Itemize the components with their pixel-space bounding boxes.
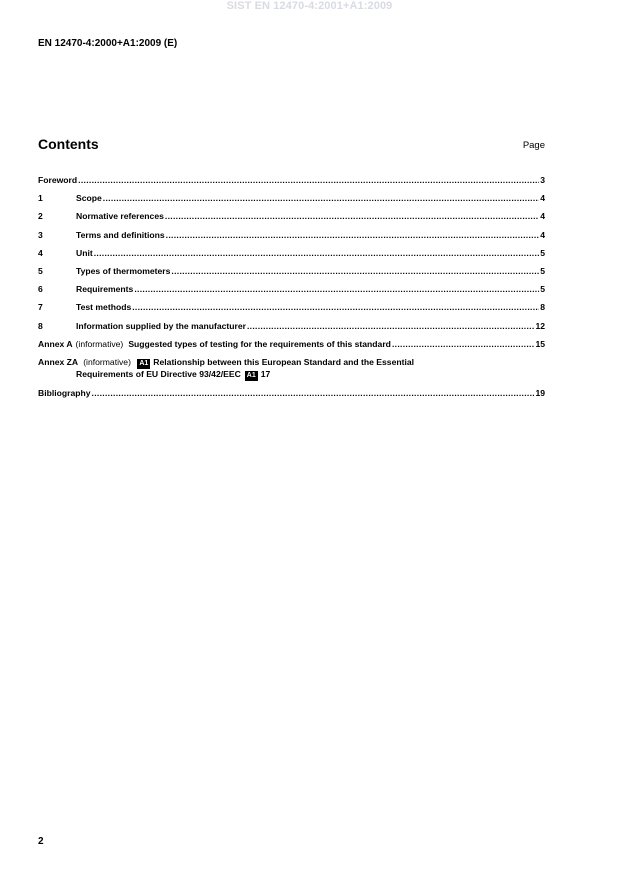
toc-entry-page: 3 bbox=[540, 175, 545, 185]
dot-leader bbox=[132, 302, 539, 313]
annex-label: Annex A bbox=[38, 338, 73, 349]
toc-entry-number: 5 bbox=[38, 265, 43, 276]
toc-entry-scope[interactable] bbox=[38, 193, 545, 204]
toc-entry-page: 12 bbox=[535, 320, 545, 331]
toc-entry-page: 8 bbox=[540, 302, 545, 313]
toc-entry-requirements[interactable] bbox=[38, 284, 545, 295]
toc-entry-title: Normative references bbox=[76, 211, 164, 222]
amendment-end-marker-icon: A1 bbox=[246, 371, 256, 379]
toc-entry-title-line-1: Relationship between this European Standard and the Essential bbox=[153, 356, 415, 367]
toc-entry-number: 8 bbox=[38, 320, 43, 331]
toc-entry-foreword[interactable] bbox=[38, 175, 545, 186]
toc-entry-annex-za[interactable] bbox=[38, 357, 545, 381]
toc-entry-information-supplied[interactable] bbox=[38, 321, 545, 332]
toc-entry-title: Terms and definitions bbox=[76, 229, 165, 240]
toc-entry-page: 5 bbox=[540, 247, 545, 258]
toc-entry-unit[interactable] bbox=[38, 248, 545, 259]
annex-za-line-2 bbox=[38, 369, 545, 381]
toc-entry-number: 6 bbox=[38, 284, 43, 295]
toc-entry-page: 5 bbox=[540, 265, 545, 276]
dot-leader bbox=[247, 321, 534, 332]
dot-leader bbox=[103, 193, 539, 204]
contents-title: Contents bbox=[38, 136, 99, 152]
toc-entry-number: 3 bbox=[38, 229, 43, 240]
toc-entry-bibliography[interactable] bbox=[38, 388, 545, 399]
toc-entry-title: Information supplied by the manufacturer bbox=[76, 320, 246, 331]
page-number: 2 bbox=[38, 836, 44, 847]
dot-leader bbox=[78, 175, 539, 186]
annex-za-line-1 bbox=[38, 357, 545, 369]
dot-leader bbox=[134, 284, 539, 295]
toc-entry-types-of-thermometers[interactable] bbox=[38, 266, 545, 277]
toc-entry-normative-references[interactable] bbox=[38, 211, 545, 222]
toc-entry-annex-a[interactable] bbox=[38, 339, 545, 350]
toc-entry-test-methods[interactable] bbox=[38, 302, 545, 313]
annex-qualifier: (informative) bbox=[83, 356, 131, 367]
toc-entry-page: 15 bbox=[535, 338, 545, 349]
toc-entry-title: Requirements bbox=[76, 284, 134, 295]
dot-leader bbox=[392, 339, 535, 350]
toc-entry-title: Test methods bbox=[76, 302, 132, 313]
document-id: EN 12470-4:2000+A1:2009 (E) bbox=[38, 38, 178, 49]
page-column-label: Page bbox=[522, 140, 545, 151]
toc-entry-number: 4 bbox=[38, 247, 43, 258]
toc-entry-page: 4 bbox=[540, 211, 545, 222]
watermark: SIST EN 12470-4:2001+A1:2009 bbox=[226, 0, 393, 12]
dot-leader bbox=[166, 230, 540, 241]
dot-leader bbox=[92, 388, 535, 399]
amendment-start-marker-icon: A1 bbox=[139, 359, 149, 367]
toc-entry-page: 19 bbox=[535, 388, 545, 399]
toc-entry-page: 4 bbox=[540, 193, 545, 204]
dot-leader bbox=[94, 248, 540, 259]
toc-entry-title-line-2: Requirements of EU Directive 93/42/EEC bbox=[76, 368, 241, 379]
annex-label: Annex ZA bbox=[38, 356, 78, 367]
toc-entry-title: Unit bbox=[76, 247, 93, 258]
toc-entry-title: Bibliography bbox=[38, 388, 91, 399]
dot-leader bbox=[171, 266, 539, 277]
toc-entry-number: 1 bbox=[38, 193, 43, 204]
toc-entry-page: 5 bbox=[540, 284, 545, 295]
toc-entry-number: 7 bbox=[38, 302, 43, 313]
toc-entry-terms-and-definitions[interactable] bbox=[38, 230, 545, 241]
toc-entry-title: Types of thermometers bbox=[76, 265, 171, 276]
table-of-contents bbox=[38, 175, 545, 406]
toc-entry-page: 17 bbox=[260, 368, 271, 379]
dot-leader bbox=[165, 211, 539, 222]
toc-entry-page: 4 bbox=[540, 229, 545, 240]
toc-entry-number: 2 bbox=[38, 211, 43, 222]
toc-entry-title: Foreword bbox=[38, 175, 78, 185]
toc-entry-title: Scope bbox=[76, 193, 102, 204]
annex-qualifier: (informative) bbox=[75, 338, 124, 349]
toc-entry-title: Suggested types of testing for the requirements of this standard bbox=[128, 338, 391, 349]
